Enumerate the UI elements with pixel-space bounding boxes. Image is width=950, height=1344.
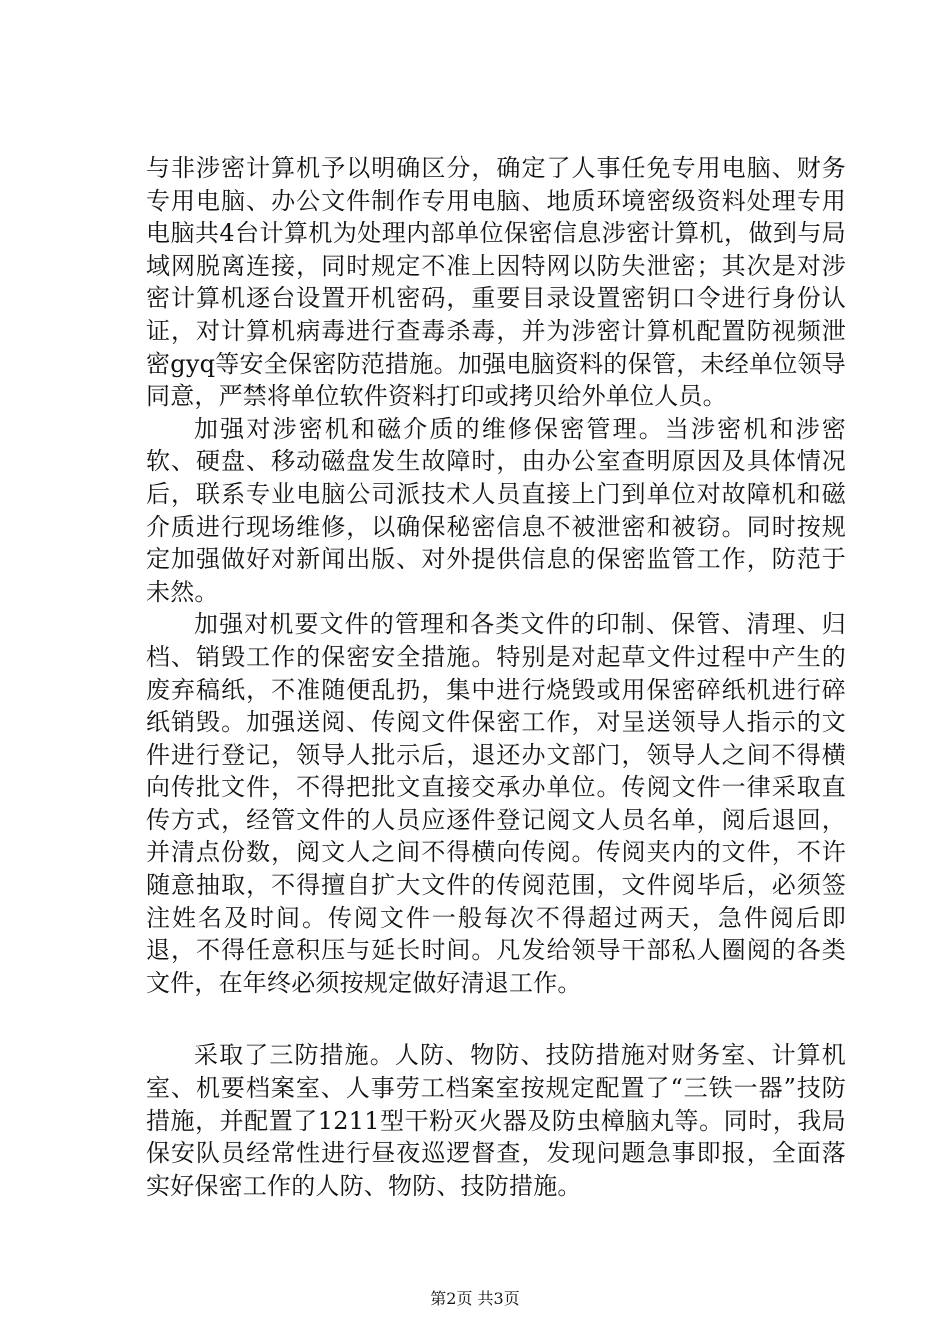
paragraph-computer-classification: 与非涉密计算机予以明确区分，确定了人事任免专用电脑、财务专用电脑、办公文件制作专用电脑、地质环境密级资料处理专用电脑共4台计算机为处理内部单位保密信息涉密计算机，做到与局域网脱离连接，同时规定不准上因特网以防失泄密；其次是对涉密计算机逐台设置开机密码，重要目录设置密钥口令进行身份认证，对计算机病毒进行查毒杀毒，并为涉密计算机配置防视频泄密gyq等安全保密防范措施。加强电脑资料的保管，未经单位领导同意，严禁将单位软件资料打印或拷贝给外单位人员。 [146, 154, 846, 411]
document-body [146, 152, 846, 1202]
paragraph-three-prevention: 采取了三防措施。人防、物防、技防措施对财务室、计算机室、机要档案室、人事劳工档案室按规定配置了“三铁一器”技防措施，并配置了1211型干粉灭火器及防虫樟脑丸等。同时，我局保安队员经常性进行昼夜巡逻督查，发现问题急事即报，全面落实好保密工作的人防、物防、技防措施。 [146, 1041, 846, 1200]
paragraph-document-management: 加强对机要文件的管理和各类文件的印制、保管、清理、归档、销毁工作的保密安全措施。特别是对起草文件过程中产生的废弃稿纸，不准随便乱扔，集中进行烧毁或用保密碎纸机进行碎纸销毁。加强送阅、传阅文件保密工作，对呈送领导人指示的文件进行登记，领导人批示后，退还办文部门，领导人之间不得横向传批文件，不得把批文直接交承办单位。传阅文件一律采取直传方式，经管文件的人员应逐件登记阅文人员名单，阅后退回，并清点份数，阅文人之间不得横向传阅。传阅夹内的文件，不许随意抽取，不得擅自扩大文件的传阅范围，文件阅毕后，必须签注姓名及时间。传阅文件一般每次不得超过两天，急件阅后即退，不得任意积压与延长时间。凡发给领导干部私人圈阅的各类文件，在年终必须按规定做好清退工作。 [146, 610, 846, 997]
page-footer [0, 1289, 950, 1309]
paragraph-maintenance-security: 加强对涉密机和磁介质的维修保密管理。当涉密机和涉密软、硬盘、移动磁盘发生故障时，由办公室查明原因及具体情况后，联系专业电脑公司派技术人员直接上门到单位对故障机和磁介质进行现场维修，以确保秘密信息不被泄密和被窃。同时按规定加强做好对新闻出版、对外提供信息的保密监管工作，防范于未然。 [146, 414, 846, 606]
page-number-indicator: 第2页 共3页 [430, 1289, 520, 1308]
